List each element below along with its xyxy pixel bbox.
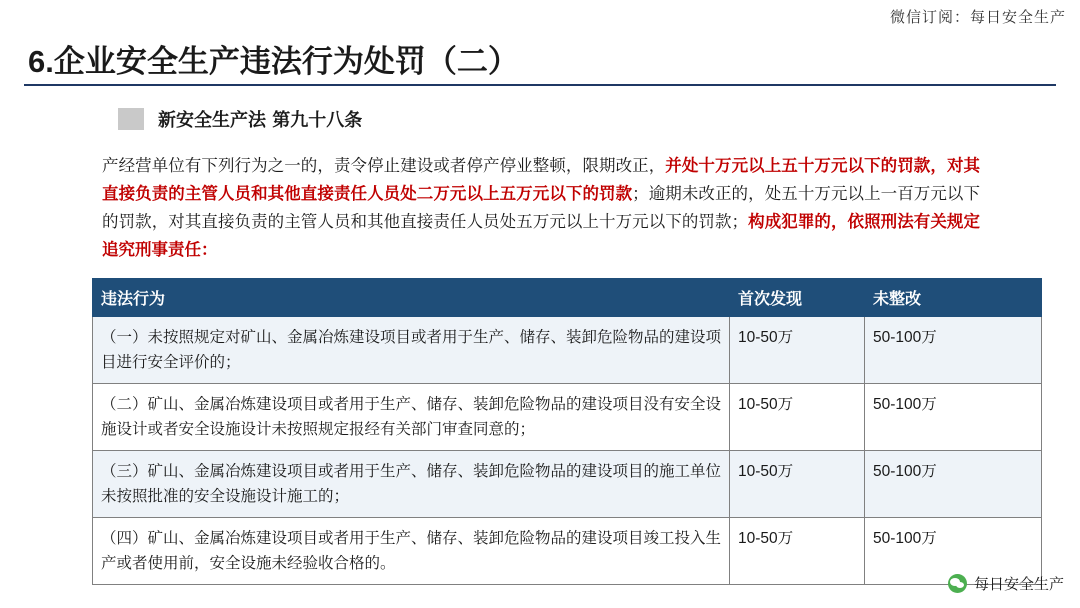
cell-action: （四）矿山、金属冶炼建设项目或者用于生产、储存、装卸危险物品的建设项目竣工投入生产或者使用前，安全设施未经验收合格的。 — [93, 518, 730, 585]
cell-unfixed-penalty: 50-100万 — [865, 518, 1042, 585]
table-body — [93, 317, 1042, 585]
column-header-action: 违法行为 — [93, 279, 730, 317]
column-header-unfixed: 未整改 — [865, 279, 1042, 317]
page-title: 6.企业安全生产违法行为处罚（二） — [28, 44, 519, 79]
body-paragraph — [102, 152, 980, 264]
top-watermark: 微信订阅：每日安全生产 — [889, 9, 1066, 26]
subheading-marker-icon — [118, 108, 144, 130]
table-header-row — [93, 279, 1042, 317]
cell-first-penalty: 10-50万 — [730, 518, 865, 585]
subheading — [118, 106, 362, 132]
violations-table — [92, 278, 1042, 585]
body-highlight-run: 构成犯罪的，依照刑法有关规定追究刑事责任： — [102, 212, 981, 259]
cell-first-penalty: 10-50万 — [730, 451, 865, 518]
subheading-label: 新安全生产法 第九十八条 — [158, 110, 363, 131]
cell-unfixed-penalty: 50-100万 — [865, 317, 1042, 384]
cell-action: （一）未按照规定对矿山、金属冶炼建设项目或者用于生产、储存、装卸危险物品的建设项目进行安全评价的； — [93, 317, 730, 384]
wechat-logo-icon — [948, 574, 967, 593]
column-header-first: 首次发现 — [730, 279, 865, 317]
cell-unfixed-penalty: 50-100万 — [865, 451, 1042, 518]
cell-first-penalty: 10-50万 — [730, 317, 865, 384]
table-row — [93, 518, 1042, 585]
cell-action: （二）矿山、金属冶炼建设项目或者用于生产、储存、装卸危险物品的建设项目没有安全设施设计或者安全设施设计未按照规定报经有关部门审查同意的； — [93, 384, 730, 451]
bottom-watermark — [948, 573, 1064, 594]
body-plain-run: ；逾期未改正的，处五十万元以上一百万元以下的罚款，对其直接负责的主管人员和其他直接责任人员处五万元以上十万元以下的罚款； — [102, 184, 981, 231]
violations-table-wrapper — [92, 278, 990, 585]
body-plain-run: 产经营单位有下列行为之一的，责令停止建设或者停产停业整顿，限期改正， — [102, 156, 666, 175]
bottom-watermark-label: 每日安全生产 — [973, 576, 1064, 593]
cell-first-penalty: 10-50万 — [730, 384, 865, 451]
table-row — [93, 317, 1042, 384]
title-divider — [24, 84, 1056, 86]
cell-unfixed-penalty: 50-100万 — [865, 384, 1042, 451]
body-highlight-run: 并处十万元以上五十万元以下的罚款，对其直接负责的主管人员和其他直接责任人员处二万元以上五万元以下的罚款 — [102, 156, 981, 203]
table-row — [93, 384, 1042, 451]
cell-action: （三）矿山、金属冶炼建设项目或者用于生产、储存、装卸危险物品的建设项目的施工单位未按照批准的安全设施设计施工的； — [93, 451, 730, 518]
table-row — [93, 451, 1042, 518]
